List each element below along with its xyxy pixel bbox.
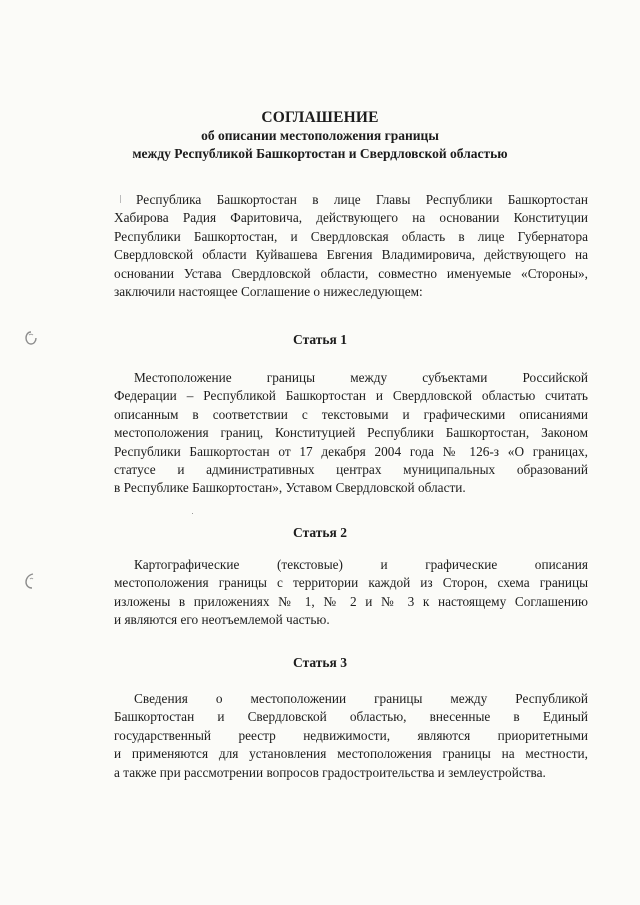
article-3-line: Башкортостан и Свердловской областью, внесенные в Единый (114, 709, 588, 725)
article-2-line: изложены в приложениях № 1, № 2 и № 3 к настоящему Соглашению (114, 593, 588, 609)
document-subtitle-1: об описании местоположения границы (201, 128, 439, 143)
article-1-line: местоположения границ, Конституцией Республики Башкортостан, Законом (114, 425, 588, 441)
article-2-line: местоположения границы с территории каждой из Сторон, схема границы (114, 575, 588, 591)
preamble-line: Республика Башкортостан в лице Главы Республики Башкортостан (136, 192, 588, 207)
hole-punch-mark-icon (24, 572, 38, 590)
article-1-line: Республики Башкортостан от 17 декабря 2004 года № 126-з «О границах, (114, 443, 588, 459)
article-2-paragraph (114, 556, 588, 630)
scan-speck (120, 195, 121, 203)
scan-speck (192, 513, 193, 514)
preamble-line: Республики Башкортостан, и Свердловская область в лице Губернатора (114, 228, 588, 244)
article-1-heading: Статья 1 (293, 332, 347, 347)
article-1-line: Федерации – Республикой Башкортостан и Свердловской областью считать (114, 388, 588, 404)
preamble-paragraph (114, 191, 588, 301)
article-3-line: государственный реестр недвижимости, являются приоритетными (114, 727, 588, 743)
article-3-line: и применяются для установления местоположения границы на местности, (114, 746, 588, 762)
hole-punch-mark-icon (24, 330, 38, 346)
article-3-line: а также при рассмотрении вопросов градостроительства и землеустройства. (114, 764, 546, 780)
article-1-line: в Республике Башкортостан», Уставом Свердловской области. (114, 480, 466, 496)
article-1-line: статусе и административных центрах муниципальных образований (114, 462, 588, 478)
preamble-line: Свердловской области Куйвашева Евгения Владимировича, действующего на (114, 247, 588, 263)
article-3-heading: Статья 3 (293, 655, 347, 670)
article-1-paragraph (114, 369, 588, 498)
article-2-line: Картографические (текстовые) и графические описания (134, 557, 588, 572)
article-2-heading: Статья 2 (293, 525, 347, 540)
document-title: СОГЛАШЕНИЕ (261, 109, 379, 126)
preamble-line: основании Устава Свердловской области, совместно именуемые «Стороны», (114, 265, 588, 281)
preamble-line: заключили настоящее Соглашение о нижеследующем: (114, 284, 423, 300)
article-1-line: Местоположение границы между субъектами Российской (134, 370, 588, 385)
title-block (0, 108, 640, 163)
article-3-line: Сведения о местоположении границы между Республикой (134, 691, 588, 706)
document-subtitle-2: между Республикой Башкортостан и Свердловской областью (132, 146, 508, 161)
article-2-line: и являются его неотъемлемой частью. (114, 612, 330, 628)
article-3-paragraph (114, 690, 588, 782)
preamble-line: Хабирова Радия Фаритовича, действующего на основании Конституции (114, 210, 588, 226)
article-1-line: описанным в соответствии с текстовыми и графическими описаниями (114, 406, 588, 422)
